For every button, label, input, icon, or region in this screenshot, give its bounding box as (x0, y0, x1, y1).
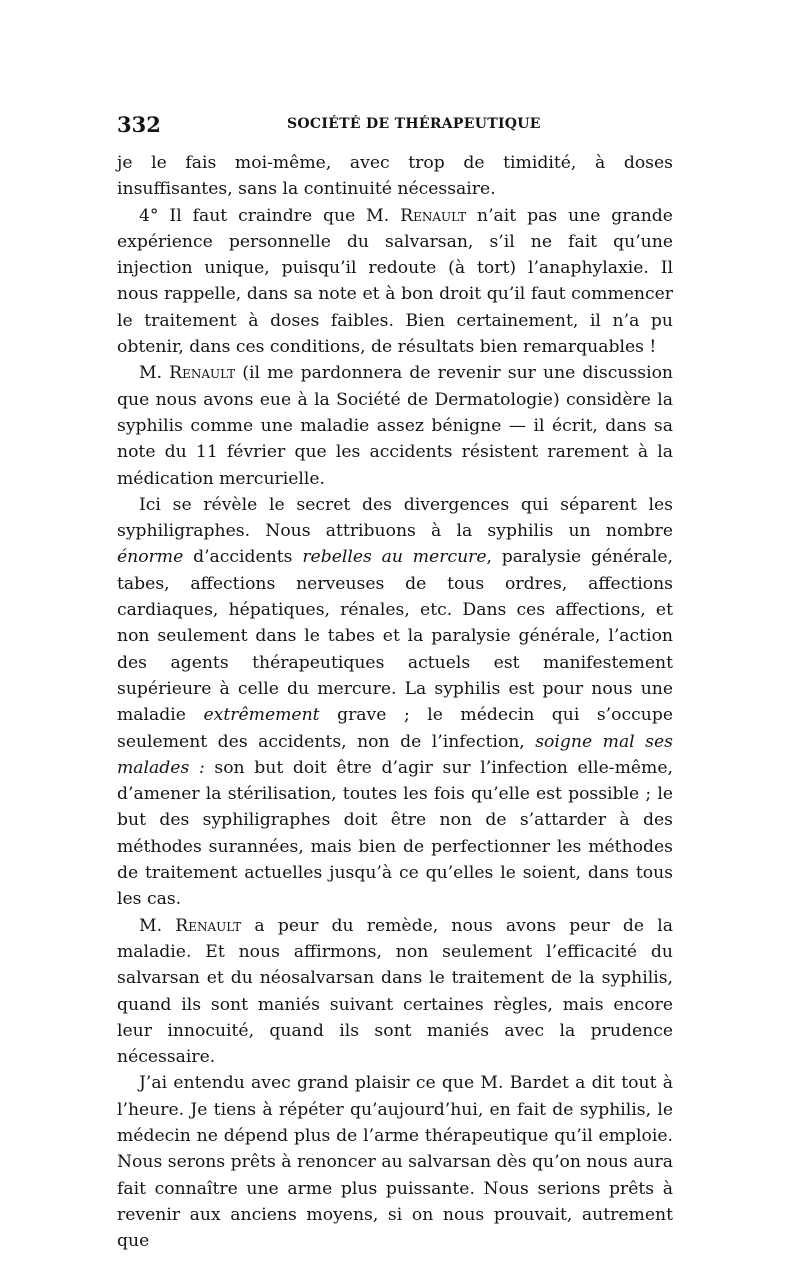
small-caps-name: Renault (175, 915, 242, 936)
text-run: J’ai entendu avec grand plaisir ce que M. Bardet a dit tout à l’heure. Je tiens à répéter qu’aujourd’hui, en fait de syphilis, le médecin ne dépend plus de l’arme thérapeutique qu’il emploie. Nous serons prêts à renoncer au salvarsan dès qu’on nous aura fait connaître une arme plus puissante. Nous serions prêts à revenir aux anciens moyens, si on nous prouvait, autrement que (117, 1073, 673, 1252)
small-caps-name: Renault (400, 205, 467, 226)
text-run: je le fais moi-même, avec trop de timidité, à doses insuffisantes, sans la continuité nécessaire. (117, 153, 673, 200)
running-title: SOCIÉTÉ DE THÉRAPEUTIQUE (287, 116, 541, 132)
paragraph (117, 203, 673, 361)
text-run: d’accidents (183, 547, 303, 568)
text-run: son but doit être d’agir sur l’infection elle-même, d’amener la stérilisation, toutes les fois qu’elle est possible ; le but des syphiligraphes doit être non de s’attarder à des méthodes surannées, mais bien de perfectionner les méthodes de traitement actuelles jusqu’à ce qu’elles le soient, dans tous les cas. (117, 757, 673, 910)
italic-text: soigne mal ses malades : (117, 731, 673, 778)
text-run: n’ait pas une grande expérience personnelle du salvarsan, s’il ne fait qu’une injection unique, puisqu’il redoute (à tort) l’anaphylaxie. Il nous rappelle, dans sa note et à bon droit qu’il faut commencer le traitement à doses faibles. Bien certainement, il n’a pu obtenir, dans ces conditions, de résultats bien remarquables ! (117, 205, 673, 358)
text-run: (il me pardonnera de revenir sur une discussion que nous avons eue à la Société de Dermatologie) considère la syphilis comme une maladie assez bénigne — il écrit, dans sa note du 11 février que les accidents résistent rarement à la médication mercurielle. (117, 363, 673, 489)
paragraph (117, 913, 673, 1071)
paragraph (117, 360, 673, 491)
paragraph (117, 1070, 673, 1254)
text-run: Ici se révèle le secret des divergences qui séparent les syphiligraphes. Nous attribuons à la syphilis un nombre (117, 494, 673, 542)
italic-text: énorme (117, 547, 184, 568)
text-run: 4° Il faut craindre que M. (139, 205, 401, 226)
body-text (117, 150, 673, 1254)
text-run: , paralysie générale, tabes, affections nerveuses de tous ordres, affections cardiaques, hépatiques, rénales, etc. Dans ces affections, et non seulement dans le tabes et la paralysie générale, l’action des agents thérapeutiques actuels est manifestement supérieure à celle du mercure. La syphilis est pour nous une maladie (117, 547, 674, 726)
page-header (117, 110, 673, 140)
paragraph (117, 150, 673, 203)
text-run: M. (139, 915, 176, 936)
book-page (117, 110, 673, 1254)
paragraph (117, 492, 673, 913)
italic-text: rebelles au mercure (302, 547, 487, 568)
italic-text: extrêmement (203, 705, 320, 726)
small-caps-name: Renault (169, 363, 236, 384)
text-run: a peur du remède, nous avons peur de la maladie. Et nous affirmons, non seulement l’efficacité du salvarsan et du néosalvarsan dans le traitement de la syphilis, quand ils sont maniés suivant certaines règles, mais encore leur innocuité, quand ils sont maniés avec la prudence nécessaire. (117, 915, 673, 1068)
text-run: M. (139, 363, 170, 384)
text-run: grave ; le médecin qui s’occupe seulement des accidents, non de l’infection, (117, 705, 673, 752)
page-number: 332 (117, 112, 161, 137)
